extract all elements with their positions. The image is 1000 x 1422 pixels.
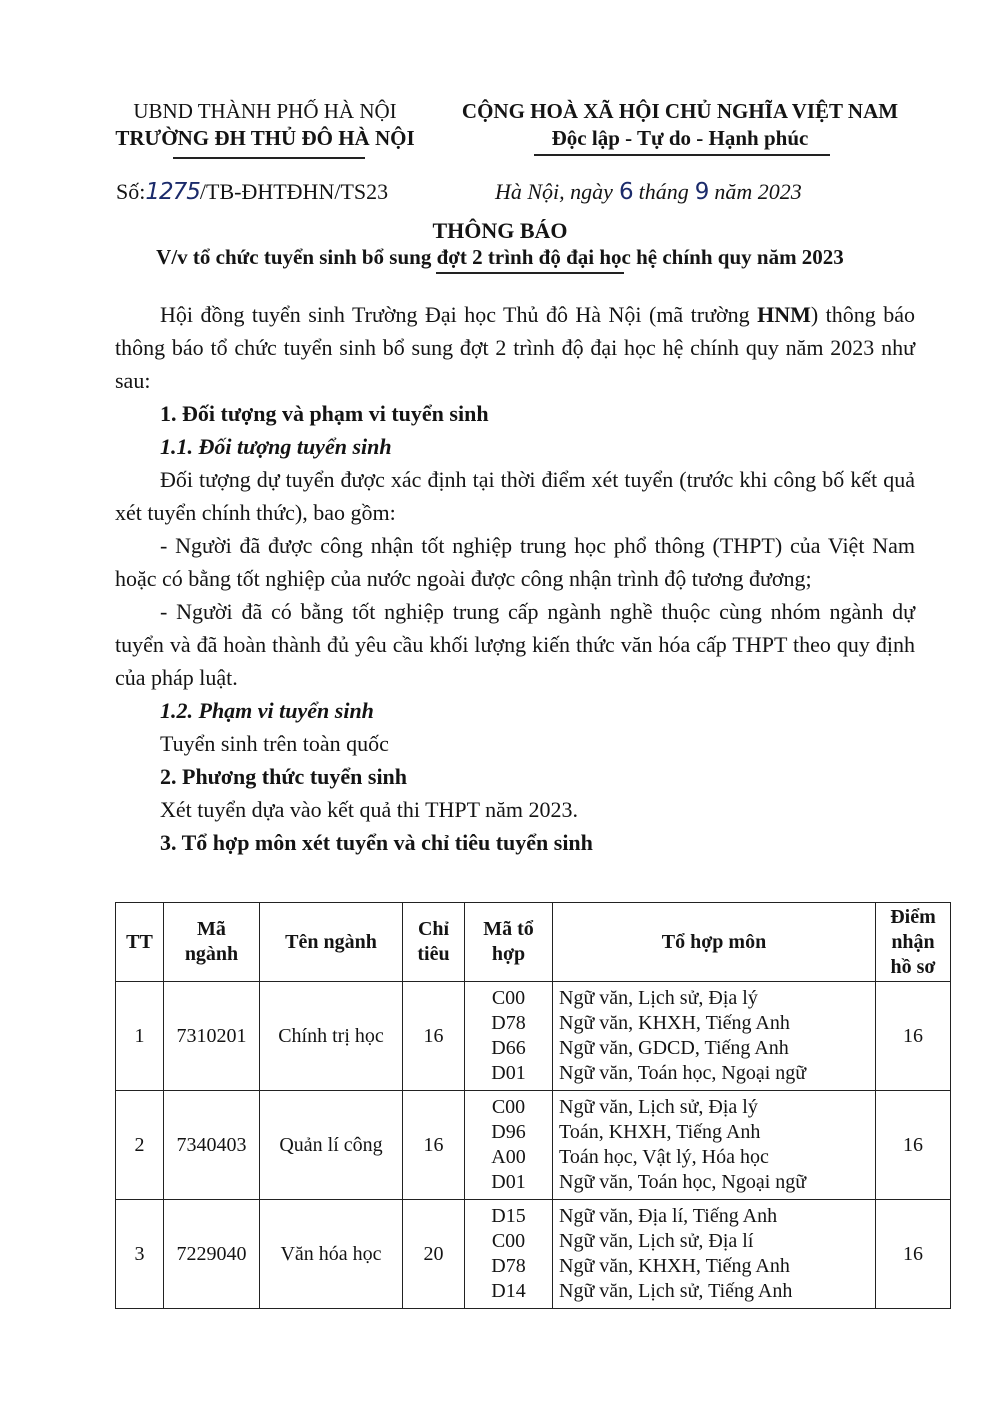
cell-ma-nganh: 7229040 bbox=[164, 1200, 260, 1309]
date-day-handwritten: 6 bbox=[618, 179, 633, 205]
date-prefix: Hà Nội, ngày bbox=[495, 179, 613, 204]
table-row bbox=[116, 1200, 951, 1309]
cell-codes: C00 D78 D66 D01 bbox=[465, 982, 553, 1091]
document-date bbox=[495, 179, 802, 205]
col-header-chi-tieu: Chỉ tiêu bbox=[403, 903, 465, 982]
cell-combos: Ngữ văn, Địa lí, Tiếng Anh Ngữ văn, Lịch sử, Địa lí Ngữ văn, KHXH, Tiếng Anh Ngữ văn, Lịch sử, Tiếng Anh bbox=[553, 1200, 876, 1309]
section-1-1-item-1: - Người đã được công nhận tốt nghiệp trung học phổ thông (THPT) của Việt Nam hoặc có bằng tốt nghiệp của nước ngoài được công nhận trình độ tương đương; bbox=[115, 533, 915, 591]
document-number bbox=[116, 179, 388, 205]
cell-combos: Ngữ văn, Lịch sử, Địa lý Ngữ văn, KHXH, Tiếng Anh Ngữ văn, GDCD, Tiếng Anh Ngữ văn, Toán học, Ngoại ngữ bbox=[553, 982, 876, 1091]
issuer-underline bbox=[173, 157, 365, 159]
document-title: THÔNG BÁO bbox=[432, 218, 568, 243]
cell-chi-tieu: 16 bbox=[403, 1091, 465, 1200]
date-year: năm 2023 bbox=[714, 179, 802, 204]
cell-combos: Ngữ văn, Lịch sử, Địa lý Toán, KHXH, Tiếng Anh Toán học, Vật lý, Hóa học Ngữ văn, Toán học, Ngoại ngữ bbox=[553, 1091, 876, 1200]
national-motto: Độc lập - Tự do - Hạnh phúc bbox=[551, 126, 809, 150]
table-header-row bbox=[116, 903, 951, 982]
col-header-tt: TT bbox=[116, 903, 164, 982]
section-1-heading: 1. Đối tượng và phạm vi tuyển sinh bbox=[160, 401, 489, 426]
date-month-handwritten: 9 bbox=[694, 179, 709, 205]
doc-number-suffix: /TB-ĐHTĐHN/TS23 bbox=[199, 179, 389, 204]
table-row bbox=[116, 1091, 951, 1200]
cell-diem: 16 bbox=[876, 1200, 951, 1309]
motto-underline bbox=[534, 154, 830, 156]
cell-ten-nganh: Quản lí công bbox=[260, 1091, 403, 1200]
col-header-ma-to-hop: Mã tổ hợp bbox=[465, 903, 553, 982]
national-name: CỘNG HOÀ XÃ HỘI CHỦ NGHĨA VIỆT NAM bbox=[461, 99, 899, 123]
section-1-1-item-2: - Người đã có bằng tốt nghiệp trung cấp ngành nghề thuộc cùng nhóm ngành dự tuyển và đã hoàn thành đủ yêu cầu khối lượng kiến thức văn hóa cấp THPT theo quy định của pháp luật. bbox=[115, 599, 915, 690]
cell-ten-nganh: Văn hóa học bbox=[260, 1200, 403, 1309]
cell-tt: 2 bbox=[116, 1091, 164, 1200]
issuer-authority: UBND THÀNH PHỐ HÀ NỘI bbox=[133, 99, 397, 123]
cell-ten-nganh: Chính trị học bbox=[260, 982, 403, 1091]
admission-table bbox=[115, 902, 951, 1309]
issuer-school: TRƯỜNG ĐH THỦ ĐÔ HÀ NỘI bbox=[115, 126, 415, 150]
section-2-text: Xét tuyển dựa vào kết quả thi THPT năm 2023. bbox=[160, 797, 579, 822]
intro-paragraph: Hội đồng tuyển sinh Trường Đại học Thủ đô Hà Nội (mã trường HNM) thông báo thông báo tổ chức tuyển sinh bổ sung đợt 2 trình độ đại học hệ chính quy năm 2023 như sau: bbox=[115, 302, 915, 393]
cell-codes: D15 C00 D78 D14 bbox=[465, 1200, 553, 1309]
national-motto-block bbox=[430, 98, 930, 152]
section-1-1-heading: 1.1. Đối tượng tuyển sinh bbox=[160, 434, 392, 459]
section-2-heading: 2. Phương thức tuyển sinh bbox=[160, 764, 408, 789]
cell-chi-tieu: 16 bbox=[403, 982, 465, 1091]
cell-tt: 1 bbox=[116, 982, 164, 1091]
subtitle-underline bbox=[436, 272, 624, 274]
document-body bbox=[115, 298, 915, 859]
doc-number-prefix: Số: bbox=[116, 179, 146, 204]
section-1-2-heading: 1.2. Phạm vi tuyển sinh bbox=[160, 698, 374, 723]
section-3-heading: 3. Tổ hợp môn xét tuyển và chỉ tiêu tuyển sinh bbox=[160, 830, 593, 855]
cell-diem: 16 bbox=[876, 982, 951, 1091]
col-header-diem: Điểm nhận hồ sơ bbox=[876, 903, 951, 982]
col-header-to-hop-mon: Tổ hợp môn bbox=[553, 903, 876, 982]
cell-tt: 3 bbox=[116, 1200, 164, 1309]
cell-chi-tieu: 20 bbox=[403, 1200, 465, 1309]
table-row bbox=[116, 982, 951, 1091]
school-code: HNM bbox=[757, 302, 811, 327]
section-1-1-text: Đối tượng dự tuyển được xác định tại thời điểm xét tuyển (trước khi công bố kết quả xét tuyển chính thức), bao gồm: bbox=[115, 467, 915, 525]
date-month-label: tháng bbox=[638, 179, 689, 204]
document-subtitle: V/v tổ chức tuyển sinh bổ sung đợt 2 trình độ đại học hệ chính quy năm 2023 bbox=[156, 245, 844, 269]
col-header-ten-nganh: Tên ngành bbox=[260, 903, 403, 982]
cell-ma-nganh: 7310201 bbox=[164, 982, 260, 1091]
cell-diem: 16 bbox=[876, 1091, 951, 1200]
cell-codes: C00 D96 A00 D01 bbox=[465, 1091, 553, 1200]
section-1-2-text: Tuyển sinh trên toàn quốc bbox=[160, 731, 389, 756]
issuer-block bbox=[100, 98, 430, 152]
col-header-ma-nganh: Mã ngành bbox=[164, 903, 260, 982]
cell-ma-nganh: 7340403 bbox=[164, 1091, 260, 1200]
doc-number-handwritten: 1275 bbox=[145, 179, 200, 205]
